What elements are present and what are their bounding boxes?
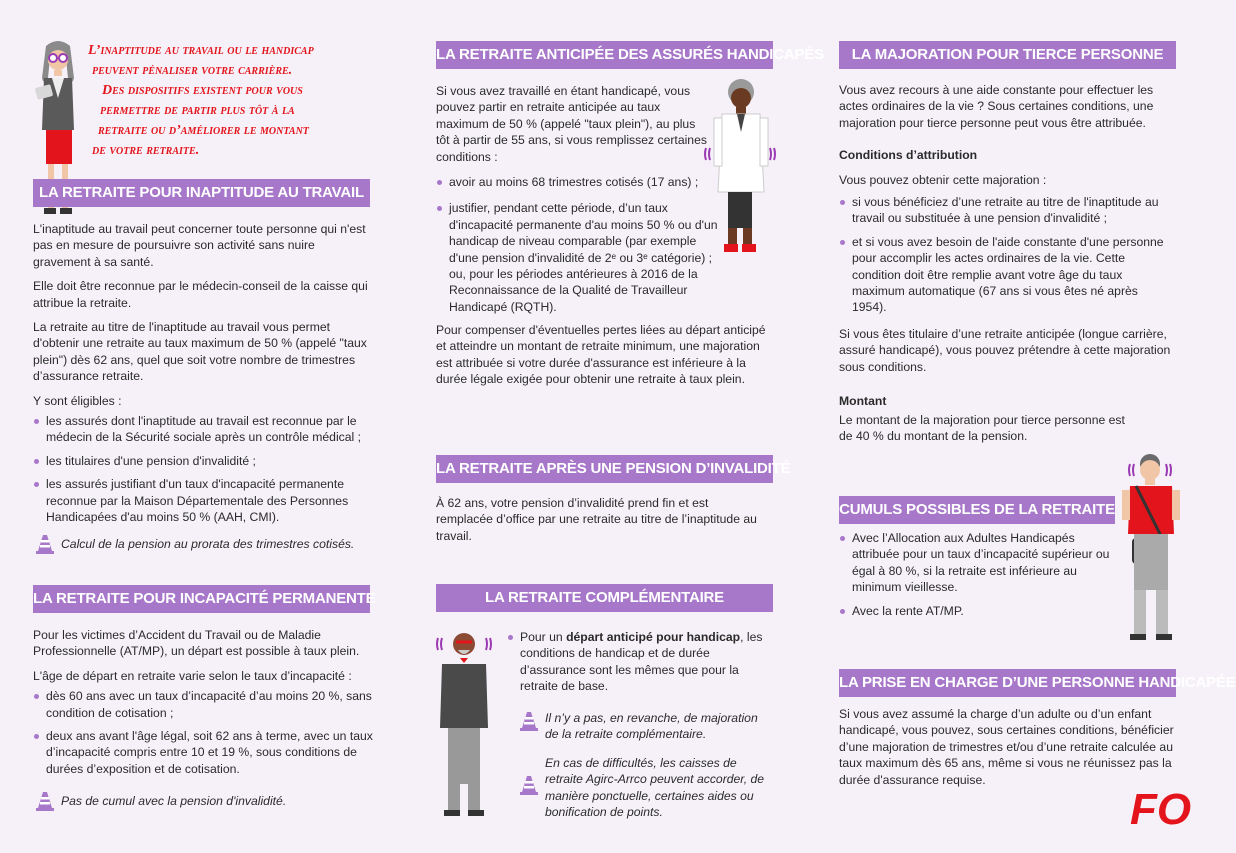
paragraph: Si vous êtes titulaire d’une retraite anticipée (longue carrière, assuré handicapé), vous pouvez prétendre à cette majoration sous conditions. [839,326,1171,374]
intro-line: permettre de partir plus tôt à la [100,103,295,118]
bullet-list [33,688,373,777]
note-majoration: Il n’y a pas, en revanche, de majoration de la retraite complémentaire. [545,711,758,742]
list-item: deux ans avant l'âge légal, soit 62 ans à terme, avec un taux d’incapacité compris entre 10 et 19 %, sous conditions de durées d’exposition et de cotisation. [33,728,373,777]
traffic-cone-icon [35,533,55,555]
list-item: et si vous avez besoin de l'aide constante d'une personne pour accomplir les actes ordinaires de la vie. Cette condition doit être remplie avant votre âge du taux maximum automatique (67 ans si vous êtes né après 1954). [839,234,1175,316]
intro-line: de votre retraite. [92,143,200,158]
paragraph: Vous avez recours à une aide constante pour effectuer les actes ordinaires de la vie ? Sous certaines conditions, une majoration pour tierce personne peut vous être attribuée. [839,83,1154,130]
intro-line: retraite ou d’améliorer le montant [98,123,309,138]
paragraph: Si vous avez travaillé en étant handicapé, vous pouvez partir en retraite anticipée au taux maximum de 50 % (appelé "taux plein"), au plus tôt à partir de 55 ans, si vous remplissez certaines conditions : [436,84,707,164]
list-item: les assurés justifiant d'un taux d'incapacité permanente reconnue par la Maison Départementale des Personnes Handicapées d'au moins 50 % (AAH, CMI). [33,476,373,525]
paragraph: Si vous avez assumé la charge d’un adulte ou d’un enfant handicapé, vous pouvez, sous certaines conditions, bénéficier d’une majoration de trimestres et/ou d’une retraite calculée au taux maximum dès 65 ans, même si vous ne réunissez pas la durée d'assurance requise. [839,707,1174,787]
section-complementaire-body [507,629,769,702]
traffic-cone-icon [35,790,55,812]
section-cumuls-body [839,530,1111,626]
section-header-inaptitude: LA RETRAITE POUR INAPTITUDE AU TRAVAIL [33,179,370,207]
intro-line: Des dispositifs existent pour vous [102,83,303,98]
section-header-anticipee: LA RETRAITE ANTICIPÉE DES ASSURÉS HANDICAPÉS [436,41,773,69]
paragraph: L'âge de départ en retraite varie selon le taux d’incapacité : [33,668,352,683]
older-man-illustration [434,628,494,818]
section-tierce-body [839,82,1175,452]
traffic-cone-icon [519,774,539,796]
paragraph: La retraite au titre de l'inaptitude au travail vous permet d'obtenir une retraite au taux maximum de 50 % (appelé "taux plein") dès 62 ans, quel que soit votre nombre de trimestres d’assurance retraite. [33,320,367,384]
bold-text: départ anticipé pour handicap [566,630,741,644]
paragraph: À 62 ans, votre pension d’invalidité prend fin et est remplacée d’office par une retraite au titre de l’inaptitude au travail. [436,496,757,543]
section-header-prise-en-charge: LA PRISE EN CHARGE D’UNE PERSONNE HANDICAPÉE [839,669,1176,697]
fo-logo [1128,782,1192,834]
note-agirc-arrco: En cas de difficultés, les caisses de retraite Agirc-Arrco peuvent accorder, de manière ponctuelle, certaines aides ou bonification de points. [545,756,765,820]
woman-in-white-coat-illustration [704,72,776,254]
section-header-complementaire: LA RETRAITE COMPLÉMENTAIRE [436,584,773,612]
subheading: Montant [839,394,887,409]
list-item: avoir au moins 68 trimestres cotisés (17 ans) ; [436,174,724,190]
paragraph: Le montant de la majoration pour tierce personne est de 40 % du montant de la pension. [839,412,1125,443]
section-invalidite-body [436,495,768,552]
bullet-list [33,413,373,525]
subheading: Conditions d’attribution [839,148,978,163]
list-item: les assurés dont l'inaptitude au travail est reconnue par le médecin de la Sécurité sociale après un contrôle médical ; [33,413,373,446]
intro-text [88,41,314,161]
section-anticipee-outro [436,322,774,396]
section-incapacite-body [33,627,373,784]
list-item: dès 60 ans avec un taux d’incapacité d’au moins 20 %, sans condition de cotisation ; [33,688,373,721]
list-item: si vous bénéficiez d’une retraite au titre de l'inaptitude au travail ou substituée à une pension d'invalidité ; [839,194,1175,227]
bullet-list [436,174,724,315]
section-header-invalidite: LA RETRAITE APRÈS UNE PENSION D’INVALIDITÉ [436,455,773,483]
paragraph: Elle doit être reconnue par le médecin-conseil de la caisse qui attribue la retraite. [33,279,368,310]
section-anticipee-intro [436,83,708,173]
list-item [507,629,769,695]
section-prise-en-charge-body [839,706,1175,796]
intro-line: L’inaptitude au travail ou le handicap [88,43,314,58]
paragraph: Vous pouvez obtenir cette majoration : [839,172,1047,187]
paragraph: L'inaptitude au travail peut concerner toute personne qui n'est pas en mesure de poursuivre son activité sans nuire gravement à sa santé. [33,222,366,269]
bullet-list [839,194,1175,316]
fo-logo-mark [1128,782,1192,834]
section-header-incapacite: LA RETRAITE POUR INCAPACITÉ PERMANENTE [33,585,370,613]
paragraph: Pour compenser d'éventuelles pertes liées au départ anticipé et atteindre un montant de retraite minimum, une majoration est attribuée si votre durée d'assurance est inférieure à la durée légale exigée pour obtenir une retraite à taux plein. [436,323,766,387]
section-inaptitude-body [33,221,373,533]
svg-text:FO: FO [1130,785,1192,834]
list-item: Avec l’Allocation aux Adultes Handicapés attribuée pour un taux d’incapacité supérieur ou égal à 80 %, si la retraite est inférieure au minimum vieillesse. [839,530,1111,596]
young-man-with-bag-illustration [1116,450,1188,650]
list-item: Avec la rente AT/MP. [839,603,1111,619]
section-anticipee-bullets [436,174,724,322]
text-fragment: Pour un [520,630,567,644]
note-pas-de-cumul: Pas de cumul avec la pension d'invalidité. [61,794,287,808]
list-item: les titulaires d'une pension d'invalidité ; [33,453,373,469]
bullet-list [507,629,769,695]
section-header-cumuls: CUMULS POSSIBLES DE LA RETRAITE [839,496,1115,524]
section-header-tierce: LA MAJORATION POUR TIERCE PERSONNE [839,41,1176,69]
text-fragment: , les conditions de handicap et de durée d’assurance sont les mêmes que pour la retraite de base. [520,630,763,694]
list-item: justifier, pendant cette période, d’un taux d'incapacité permanente d'au moins 50 % ou d'un handicap de niveau comparable (par exemple d'une pension d'invalidité de 2ᵉ ou 3ᵉ catégorie) ; ou, pour les périodes antérieures à 2016 de la Reconnaissance de la Qualité de Travailleur Handicapé (RQTH). [436,200,724,315]
bullet-list [839,530,1111,619]
paragraph: Y sont éligibles : [33,393,122,408]
paragraph: Pour les victimes d’Accident du Travail ou de Maladie Professionnelle (AT/MP), un départ est possible à taux plein. [33,628,360,659]
intro-line: peuvent pénaliser votre carrière. [92,63,293,78]
traffic-cone-icon [519,710,539,732]
note-prorata: Calcul de la pension au prorata des trimestres cotisés. [61,537,355,551]
